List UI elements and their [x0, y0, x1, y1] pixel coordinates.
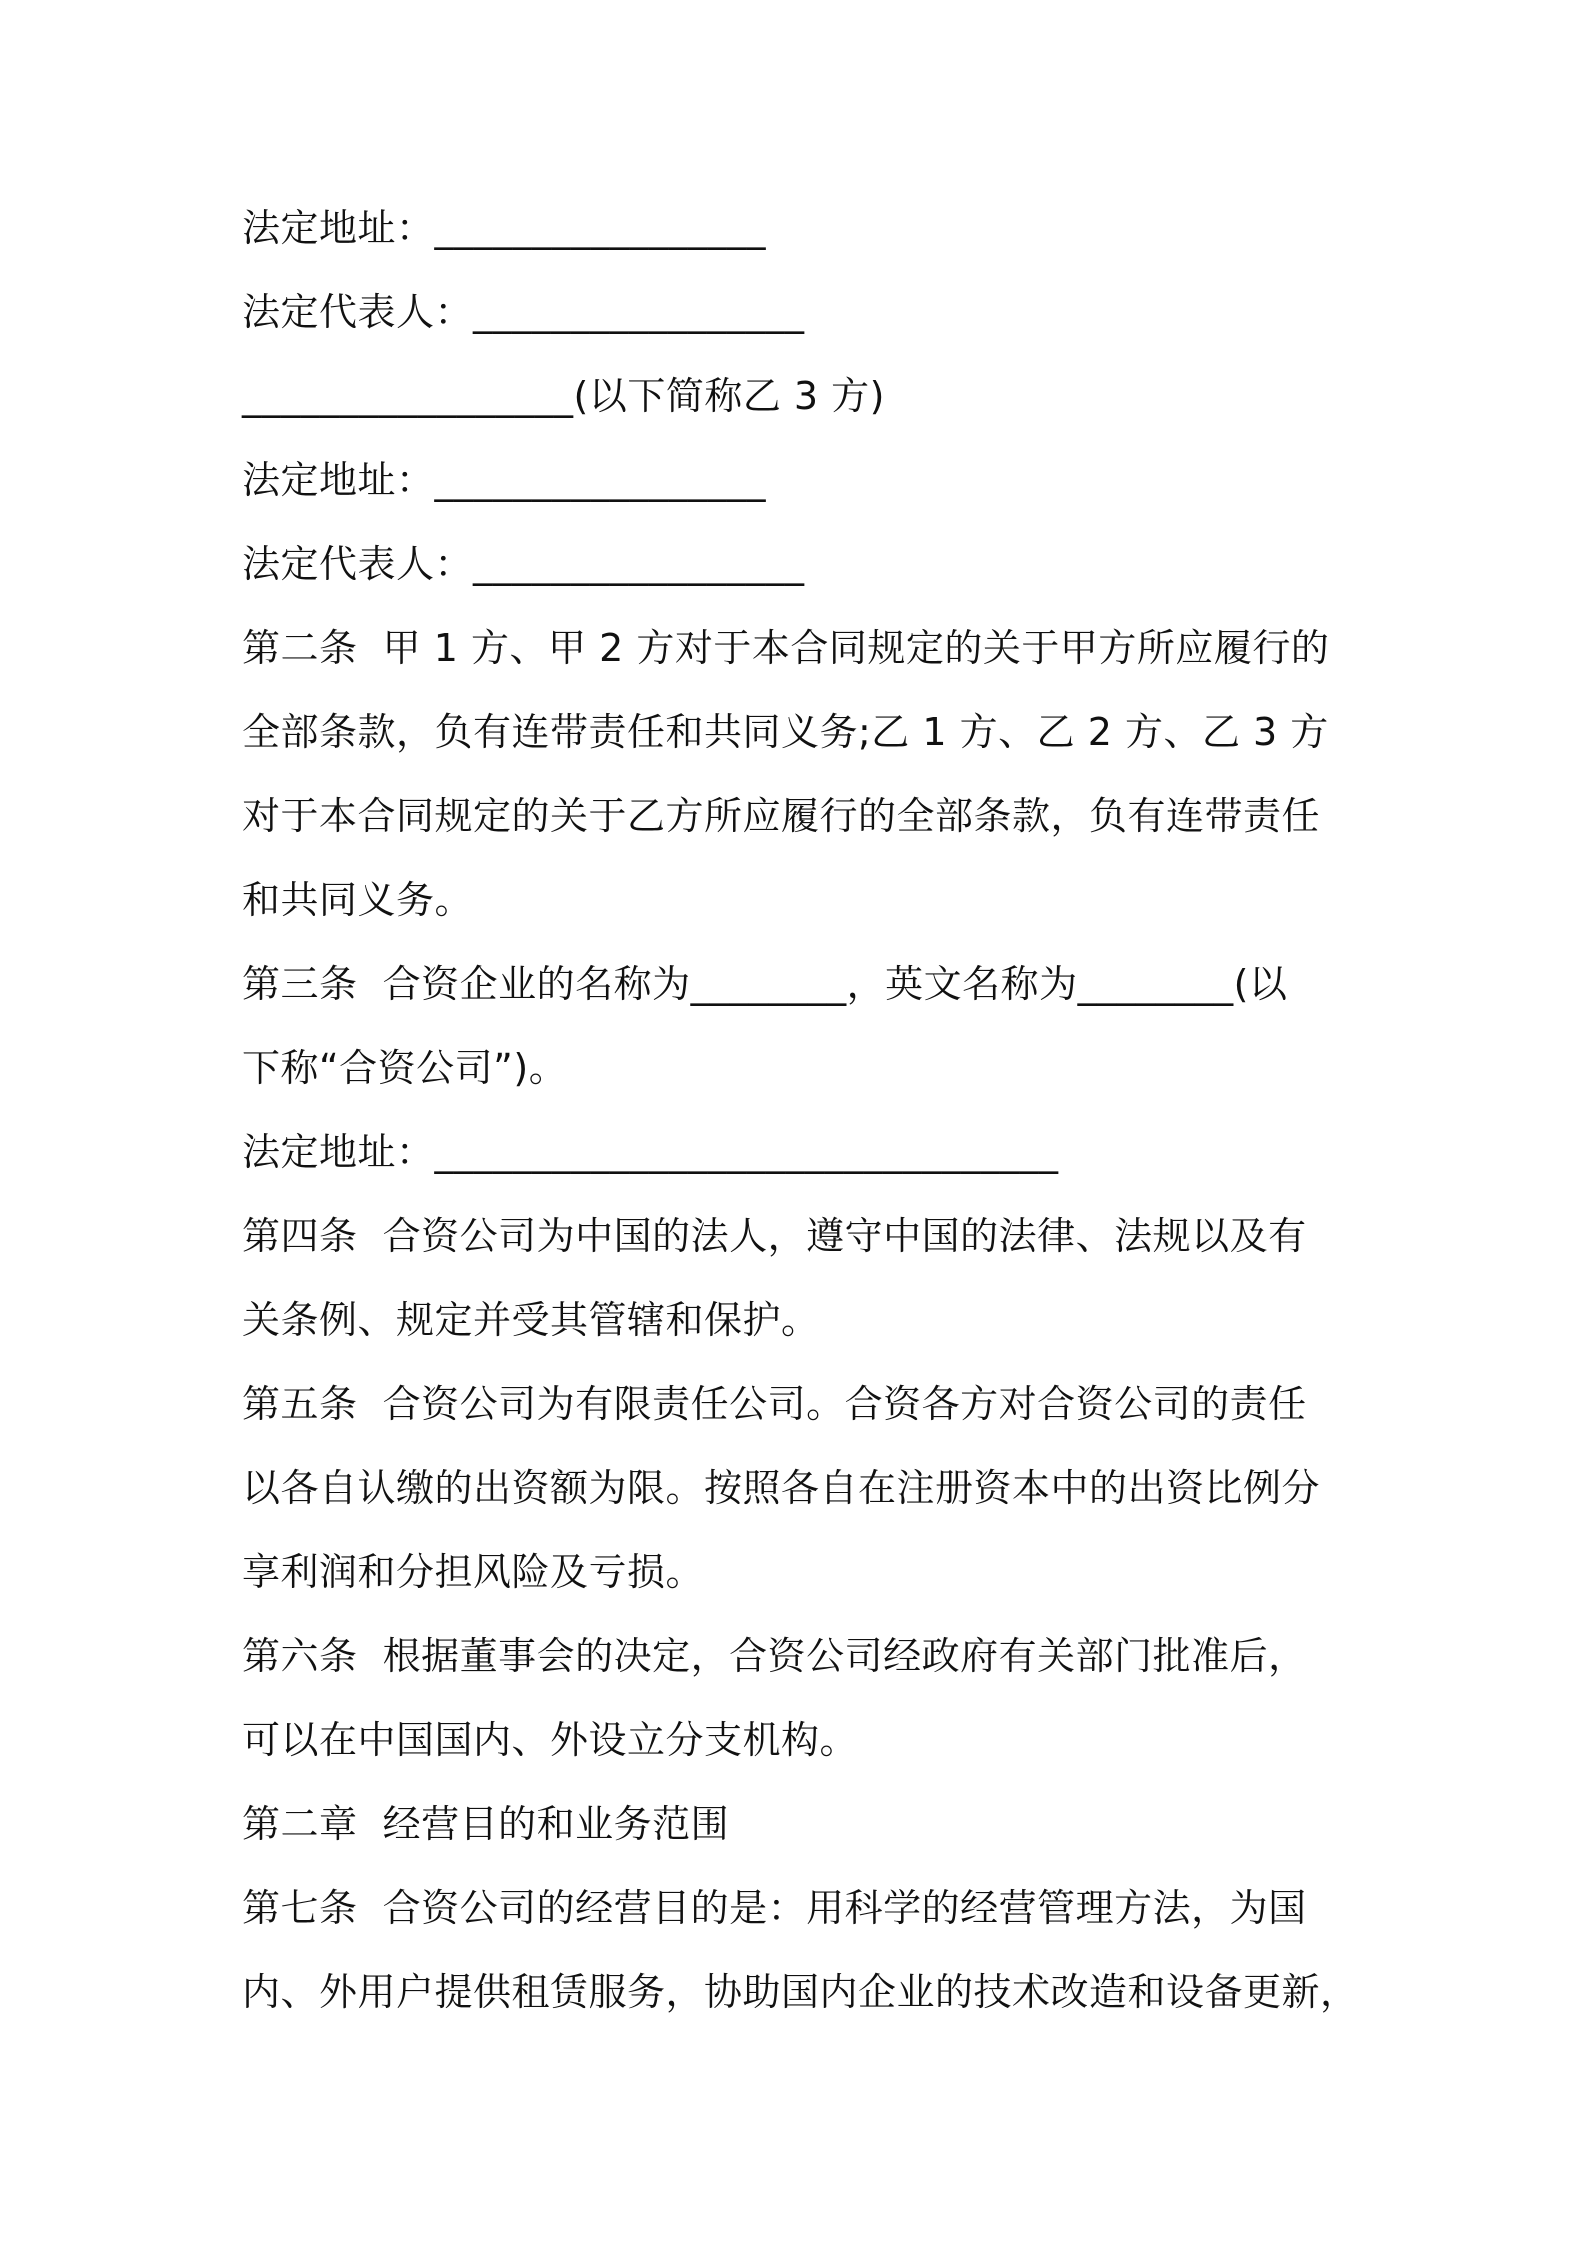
article-4-line-2: 关条例、规定并受其管辖和保护。: [242, 1298, 820, 1342]
article-7-line-1: 第七条 合资公司的经营目的是：用科学的经营管理方法，为国: [242, 1886, 1307, 1930]
article-5-line-2: 以各自认缴的出资额为限。按照各自在注册资本中的出资比例分: [242, 1466, 1321, 1510]
article-5-line-3: 享利润和分担风险及亏损。: [242, 1550, 705, 1594]
legal-address-line-2: 法定地址：_________________: [242, 458, 767, 502]
legal-representative-line-2: 法定代表人：_________________: [242, 542, 805, 586]
article-4-line-1: 第四条 合资公司为中国的法人，遵守中国的法律、法规以及有: [242, 1214, 1307, 1258]
legal-address-line-3: 法定地址：________________________________: [242, 1130, 1059, 1174]
article-3-line-2: 下称“合资公司”)。: [242, 1046, 568, 1090]
article-2-line-3: 对于本合同规定的关于乙方所应履行的全部条款，负有连带责任: [242, 794, 1321, 838]
article-7-line-2: 内、外用户提供租赁服务，协助国内企业的技术改造和设备更新，: [242, 1970, 1359, 2014]
legal-address-line-1: 法定地址：_________________: [242, 206, 767, 250]
article-2-line-1: 第二条 甲 1 方、甲 2 方对于本合同规定的关于甲方所应履行的: [242, 626, 1330, 670]
party-b3-name-line: _________________(以下简称乙 3 方): [242, 374, 885, 418]
chapter-2-heading: 第二章 经营目的和业务范围: [242, 1802, 730, 1846]
article-2-line-2: 全部条款，负有连带责任和共同义务;乙 1 方、乙 2 方、乙 3 方: [242, 710, 1329, 754]
article-6-line-1: 第六条 根据董事会的决定，合资公司经政府有关部门批准后，: [242, 1634, 1307, 1678]
article-5-line-1: 第五条 合资公司为有限责任公司。合资各方对合资公司的责任: [242, 1382, 1307, 1426]
legal-representative-line-1: 法定代表人：_________________: [242, 290, 805, 334]
article-2-line-4: 和共同义务。: [242, 878, 474, 922]
article-3-line-1: 第三条 合资企业的名称为________，英文名称为________(以: [242, 962, 1288, 1006]
article-6-line-2: 可以在中国国内、外设立分支机构。: [242, 1718, 859, 1762]
